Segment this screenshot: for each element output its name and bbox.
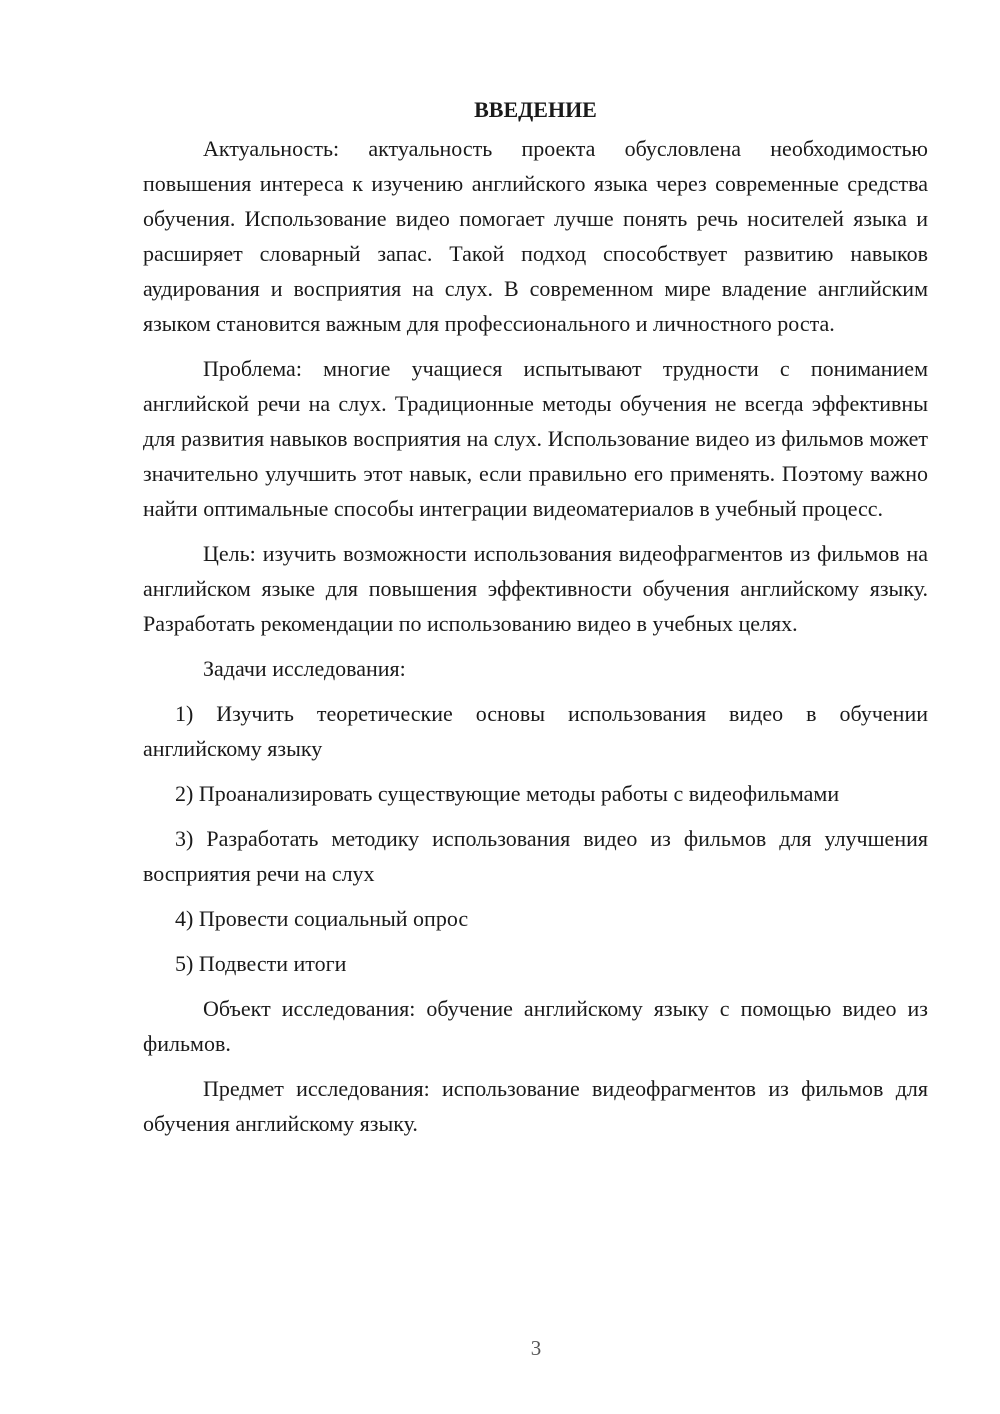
task-item-5: 5) Подвести итоги	[175, 951, 347, 976]
tasks-title: Задачи исследования:	[203, 656, 406, 681]
page-number: 3	[530, 1336, 542, 1360]
task-item-4: 4) Провести социальный опрос	[175, 906, 469, 931]
paragraph-subject: Предмет исследования: использование видеофрагментов из фильмов для обучения английскому языку.	[143, 1076, 928, 1136]
paragraph-problem: Проблема: многие учащиеся испытывают трудности с пониманием английской речи на слух. Традиционные методы обучения не всегда эффективны для развития навыков восприятия на слух. Использование видео из фильмов может значительно улучшить этот навык, если правильно его применять. Поэтому важно найти оптимальные способы интеграции видеоматериалов в учебный процесс.	[143, 356, 928, 521]
paragraph-goal: Цель: изучить возможности использования видеофрагментов из фильмов на английском языке для повышения эффективности обучения английскому языку. Разработать рекомендации по использованию видео в учебных целях.	[143, 541, 928, 636]
task-item-1: 1) Изучить теоретические основы использования видео в обучении английскому языку	[143, 701, 928, 761]
section-heading: ВВЕДЕНИЕ	[474, 97, 597, 122]
task-item-2: 2) Проанализировать существующие методы работы с видеофильмами	[175, 781, 840, 806]
document-body	[143, 92, 928, 1151]
task-item-3: 3) Разработать методику использования видео из фильмов для улучшения восприятия речи на слух	[143, 826, 928, 886]
paragraph-relevance: Актуальность: актуальность проекта обусловлена необходимостью повышения интереса к изучению английского языка через современные средства обучения. Использование видео помогает лучше понять речь носителей языка и расширяет словарный запас. Такой подход способствует развитию навыков аудирования и восприятия на слух. В современном мире владение английским языком становится важным для профессионального и личностного роста.	[143, 136, 928, 336]
paragraph-object: Объект исследования: обучение английскому языку с помощью видео из фильмов.	[143, 996, 928, 1056]
